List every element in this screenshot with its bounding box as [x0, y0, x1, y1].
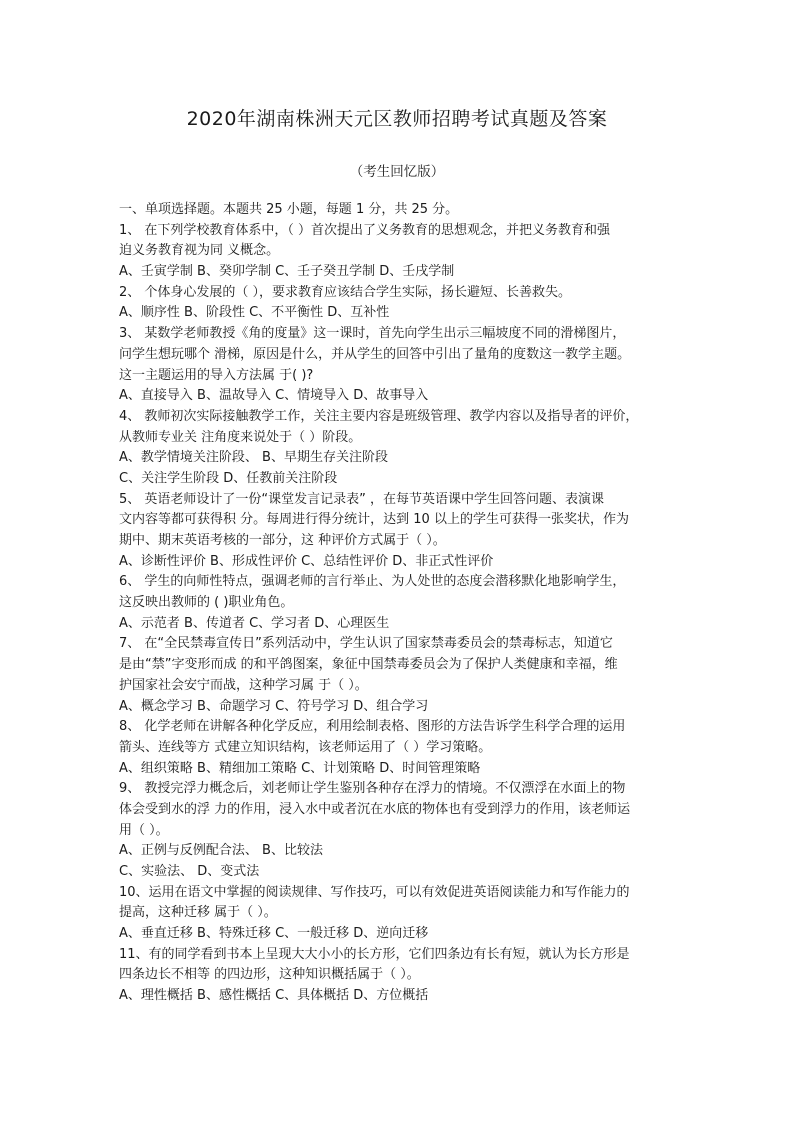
- text-line: A、正例与反例配合法、 B、比较法: [119, 843, 323, 859]
- text-line: 箭头、连线等方 式建立知识结构，该老师运用了（ ）学习策略。: [119, 739, 492, 755]
- text-line: A、理性概括 B、感性概括 C、具体概括 D、方位概括: [119, 988, 429, 1004]
- text-line: 提高，这种迁移 属于（ ）。: [119, 905, 277, 921]
- text-line: 这一主题运用的导入方法属 于( )?: [119, 367, 314, 383]
- text-line: 3、 某数学老师教授《角的度量》这一课时，首先向学生出示三幅坡度不同的滑梯图片，: [119, 326, 626, 342]
- text-line: 5、 英语老师设计了一份“课堂发言记录表” ，在每节英语课中学生回答问题、表演课: [119, 491, 605, 507]
- document-title: 2020年湖南株洲天元区教师招聘考试真题及答案: [186, 108, 608, 130]
- text-line: 迫义务教育视为同 义概念。: [119, 243, 280, 259]
- text-line: 10、运用在语文中掌握的阅读规律、写作技巧，可以有效促进英语阅读能力和写作能力的: [119, 884, 630, 900]
- text-line: 6、 学生的向师性特点，强调老师的言行举止、为人处世的态度会潜移默化地影响学生，: [119, 574, 626, 590]
- text-line: 用（ ）。: [119, 822, 169, 838]
- text-line: 从教师专业关 注角度来说处于（ ）阶段。: [119, 429, 362, 445]
- text-line: 1、 在下列学校教育体系中，（ ）首次提出了义务教育的思想观念，并把义务教育和强: [119, 222, 611, 238]
- text-line: 4、 教师初次实际接触教学工作，关注主要内容是班级管理、教学内容以及指导者的评价，: [119, 408, 639, 424]
- document-subtitle: （考生回忆版）: [349, 164, 445, 180]
- text-line: A、教学情境关注阶段、 B、早期生存关注阶段: [119, 450, 388, 466]
- text-line: A、垂直迁移 B、特殊迁移 C、一般迁移 D、逆向迁移: [119, 926, 429, 942]
- text-line: 护国家社会安宁而战，这种学习属 于（ ）。: [119, 677, 368, 693]
- document-body: [119, 200, 685, 1007]
- text-line: 8、 化学老师在讲解各种化学反应，利用绘制表格、图形的方法告诉学生科学合理的运用: [119, 719, 626, 735]
- text-line: A、壬寅学制 B、癸卯学制 C、壬子癸丑学制 D、壬戌学制: [119, 264, 455, 280]
- text-line: A、组织策略 B、精细加工策略 C、计划策略 D、时间管理策略: [119, 760, 481, 776]
- text-line: A、概念学习 B、命题学习 C、符号学习 D、组合学习: [119, 698, 429, 714]
- text-line: C、关注学生阶段 D、任教前关注阶段: [119, 470, 338, 486]
- text-line: 一、单项选择题。本题共 25 小题，每题 1 分，共 25 分。: [119, 202, 459, 217]
- text-line: 2、 个体身心发展的（ ），要求教育应该结合学生实际，扬长避短、长善救失。: [119, 284, 572, 300]
- text-line: A、直接导入 B、温故导入 C、情境导入 D、故事导入: [119, 388, 429, 404]
- text-line: 期中、期末英语考核的一部分，这 种评价方式属于（ ）。: [119, 533, 446, 548]
- text-line: 是由“禁”字变形而成 的和平鸽图案，象征中国禁毒委员会为了保护人类健康和幸福，维: [119, 657, 618, 673]
- text-line: 问学生想玩哪个 滑梯，原因是什么，并从学生的回答中引出了量角的度数这一教学主题。: [119, 346, 631, 362]
- text-line: 体会受到水的浮 力的作用，浸入水中或者沉在水底的物体也有受到浮力的作用，该老师运: [119, 801, 631, 817]
- text-line: C、实验法、 D、变式法: [119, 864, 260, 879]
- text-line: 7、 在“全民禁毒宣传日”系列活动中，学生认识了国家禁毒委员会的禁毒标志，知道它: [119, 636, 613, 652]
- text-line: A、诊断性评价 B、形成性评价 C、总结性评价 D、非正式性评价: [119, 553, 494, 569]
- text-line: 11、有的同学看到书本上呈现大大小小的长方形，它们四条边有长有短，就认为长方形是: [119, 946, 630, 962]
- text-line: A、顺序性 B、阶段性 C、不平衡性 D、互补性: [119, 305, 390, 321]
- text-line: 文内容等都可获得积 分。每周进行得分统计，达到 10 以上的学生可获得一张奖状，作为: [119, 512, 629, 528]
- text-line: 这反映出教师的 ( )职业角色。: [119, 595, 294, 611]
- text-line: 四条边长不相等 的四边形，这种知识概括属于（ ）。: [119, 967, 420, 983]
- text-line: A、示范者 B、传道者 C、学习者 D、心理医生: [119, 615, 390, 631]
- text-line: 9、 教授完浮力概念后，刘老师让学生鉴别各种存在浮力的情境。不仅漂浮在水面上的物: [119, 781, 626, 797]
